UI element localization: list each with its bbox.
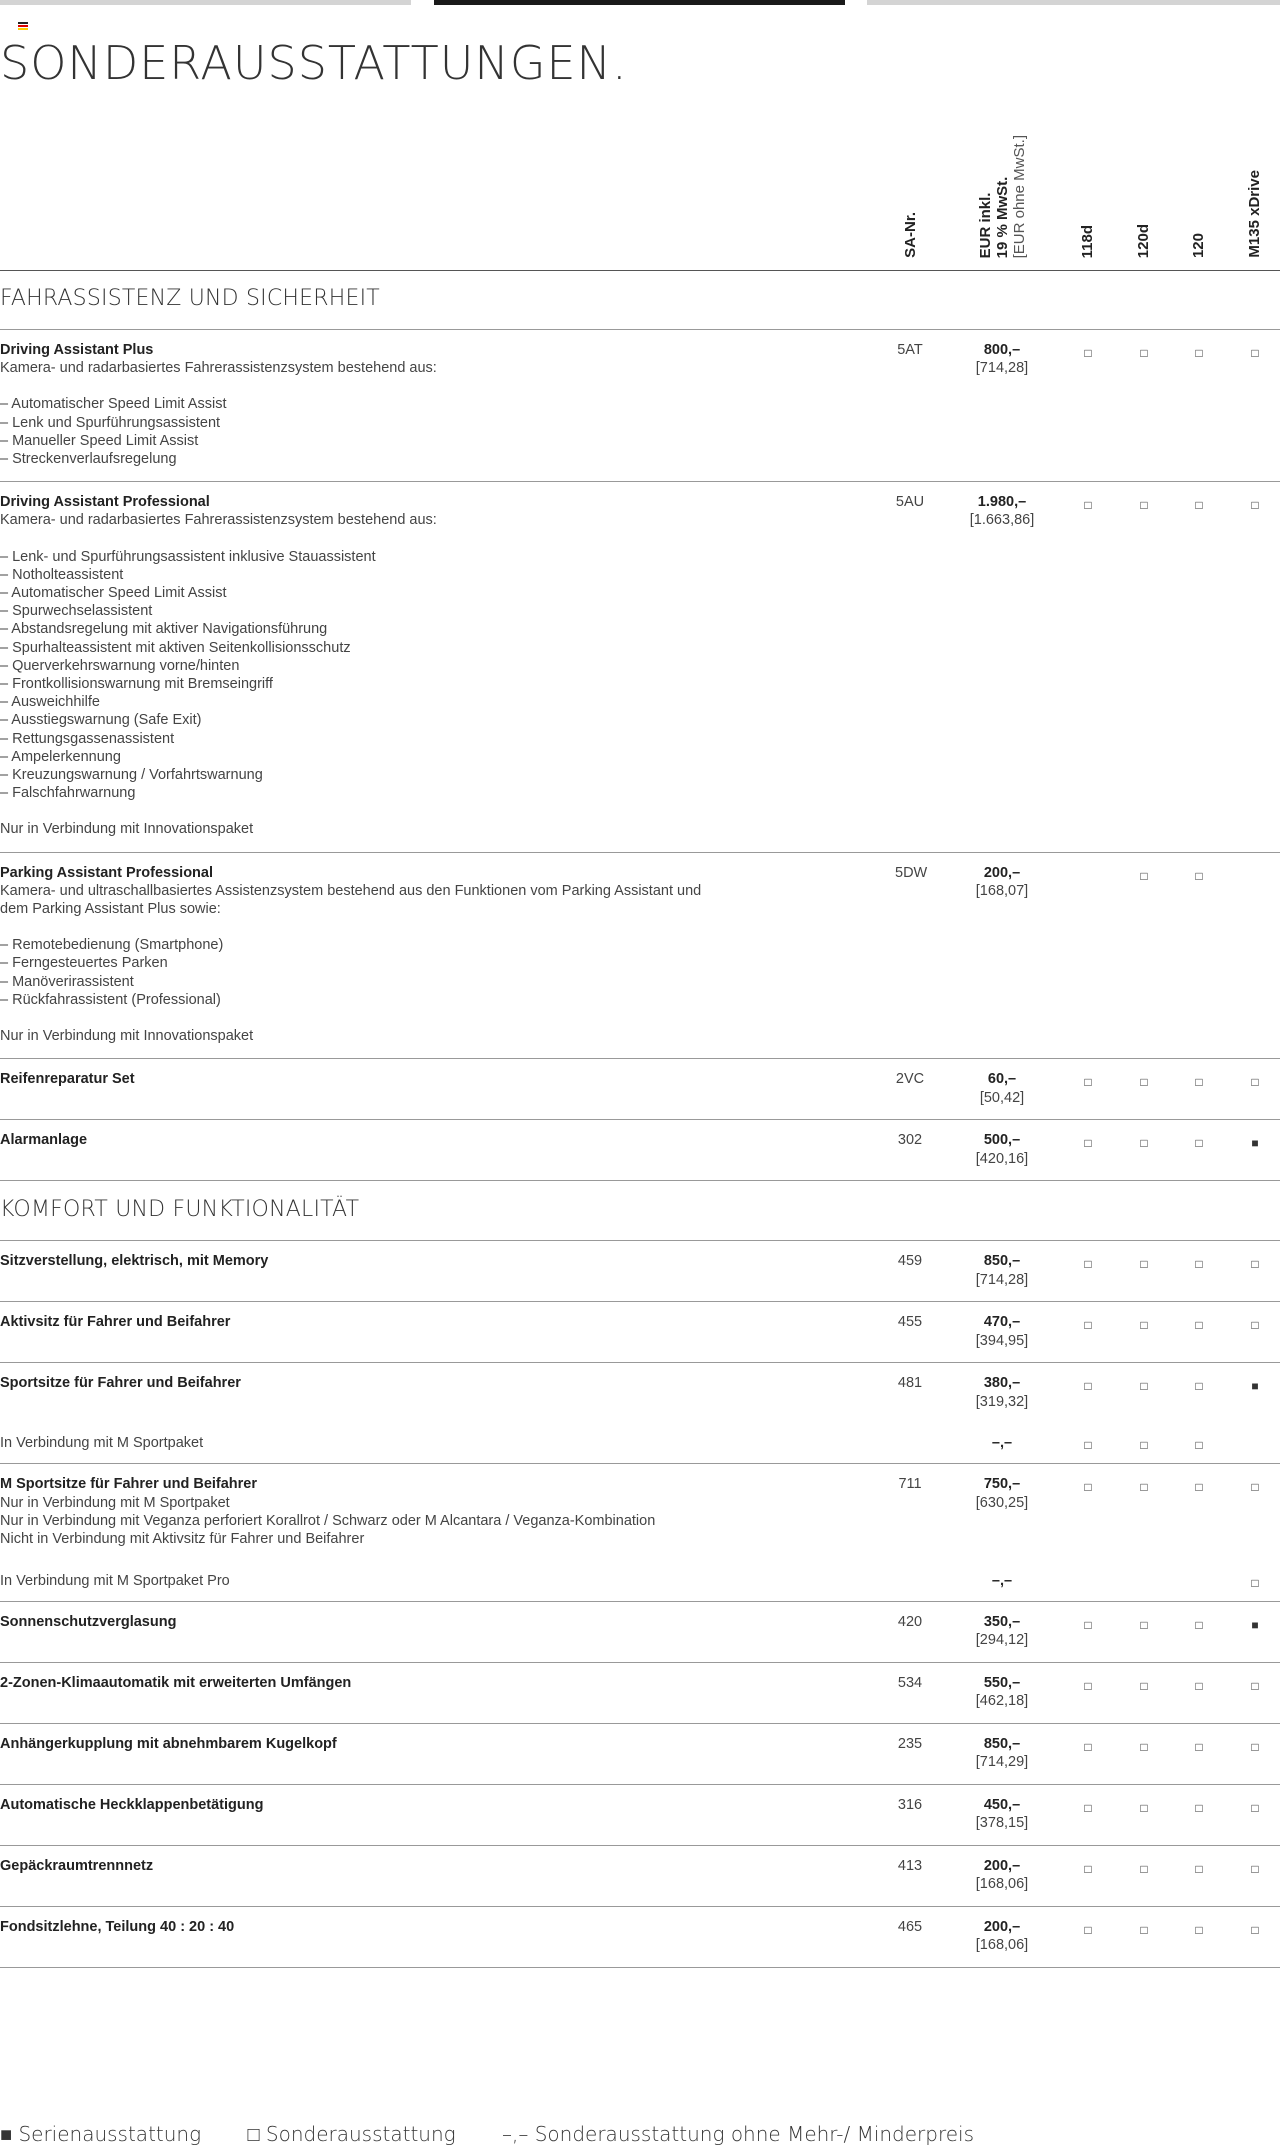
sub-row-price: –,– <box>991 1435 1013 1452</box>
legend-optional: □ Sonderausstattung <box>247 2122 456 2146</box>
table-row <box>0 1241 1280 1302</box>
availability-120d: □ <box>1140 1136 1148 1151</box>
option-title: Sportsitze für Fahrer und Beifahrer <box>0 1375 241 1392</box>
price <box>962 1252 1042 1288</box>
availability-120: □ <box>1195 1136 1203 1151</box>
availability-118d: □ <box>1084 1257 1092 1272</box>
option-feature: – Lenk und Spurführungsassistent <box>0 414 221 431</box>
sa-number: 413 <box>897 1858 923 1875</box>
availability-m135: □ <box>1251 1862 1259 1877</box>
spacer <box>0 918 1280 936</box>
sa-number: 455 <box>897 1314 923 1331</box>
price <box>962 1674 1042 1710</box>
table-row <box>0 1302 1280 1363</box>
sa-number: 534 <box>897 1675 923 1692</box>
option-title: Aktivsitz für Fahrer und Beifahrer <box>0 1314 231 1331</box>
availability-120d: □ <box>1140 1740 1148 1755</box>
price-gross: 850,– <box>983 1253 1021 1270</box>
price-net: [50,42] <box>979 1089 1025 1106</box>
option-feature: – Lenk- und Spurführungsassistent inklusive Stauassistent <box>0 548 376 565</box>
option-title: Gepäckraumtrennnetz <box>0 1858 154 1875</box>
availability-m135: □ <box>1251 1801 1259 1816</box>
option-title: Reifenreparatur Set <box>0 1071 135 1088</box>
option-title: Parking Assistant Professional <box>0 864 214 881</box>
availability-120d: □ <box>1140 1257 1148 1272</box>
price-net: [714,28] <box>975 360 1029 377</box>
option-feature: – Notholteassistent <box>0 566 124 583</box>
availability-118d: □ <box>1084 1075 1092 1090</box>
availability-118d: □ <box>1084 1480 1092 1495</box>
availability-118d: □ <box>1084 1679 1092 1694</box>
option-description: Kamera- und ultraschallbasiertes Assistenzsystem bestehend aus den Funktionen vom Parking Assistant und <box>0 882 702 899</box>
price <box>962 1918 1042 1954</box>
table-row <box>0 1120 1280 1181</box>
price-net: [462,18] <box>975 1693 1029 1710</box>
page-indicator-1 <box>0 0 411 5</box>
option-feature: – Streckenverlaufsregelung <box>0 451 177 468</box>
price-gross: 550,– <box>983 1675 1021 1692</box>
column-header-118d: 118d <box>1079 224 1096 258</box>
option-feature: – Rettungsgassenassistent <box>0 730 175 747</box>
availability-120: □ <box>1195 1379 1203 1394</box>
availability-118d: □ <box>1084 1923 1092 1938</box>
availability-118d: □ <box>1084 1379 1092 1394</box>
column-header-m135: M135 xDrive <box>1246 170 1263 258</box>
availability-120: □ <box>1195 868 1203 883</box>
option-feature: – Ausstiegswarnung (Safe Exit) <box>0 712 202 729</box>
table-row <box>0 1907 1280 1968</box>
sa-number: 235 <box>897 1736 923 1753</box>
price-net: [1.663,86] <box>969 512 1035 529</box>
availability-120d: □ <box>1140 346 1148 360</box>
price-net: [319,32] <box>975 1393 1029 1410</box>
option-description: dem Parking Assistant Plus sowie: <box>0 901 221 918</box>
price-gross: 800,– <box>983 342 1021 358</box>
option-feature: – Querverkehrswarnung vorne/hinten <box>0 657 240 674</box>
availability-m135: □ <box>1251 1679 1259 1694</box>
option-title: Automatische Heckklappenbetätigung <box>0 1797 264 1814</box>
availability-m135: ■ <box>1251 1618 1259 1633</box>
price-gross: 200,– <box>983 864 1021 881</box>
availability-120d: □ <box>1140 1318 1148 1333</box>
spacer <box>0 377 1280 395</box>
table-row <box>0 482 1280 852</box>
option-feature: – Remotebedienung (Smartphone) <box>0 937 224 954</box>
price <box>962 1613 1042 1649</box>
table-sub-row <box>0 1561 1280 1602</box>
availability-118d: □ <box>1084 1862 1092 1877</box>
availability-120: □ <box>1195 1480 1203 1495</box>
section-heading <box>0 1181 1280 1241</box>
table-row <box>0 1724 1280 1785</box>
option-title: Anhängerkupplung mit abnehmbarem Kugelkopf <box>0 1736 337 1753</box>
availability-118d: □ <box>1084 1740 1092 1755</box>
option-title: 2-Zonen-Klimaautomatik mit erweiterten Umfängen <box>0 1675 352 1692</box>
column-header-120: 120 <box>1190 232 1207 258</box>
price-gross: 750,– <box>983 1476 1021 1493</box>
spacer <box>0 802 1280 820</box>
option-title: Sonnenschutzverglasung <box>0 1614 177 1631</box>
availability-118d: □ <box>1084 346 1092 360</box>
option-note: Nur in Verbindung mit Innovationspaket <box>0 821 254 838</box>
price-net: [714,28] <box>975 1271 1029 1288</box>
price-net: [294,12] <box>975 1632 1029 1649</box>
table-row <box>0 1663 1280 1724</box>
section-title: FAHRASSISTENZ UND SICHERHEIT <box>0 286 380 311</box>
availability-m135: □ <box>1251 1480 1259 1495</box>
price <box>962 1313 1042 1349</box>
column-header-sa: SA-Nr. <box>902 212 919 258</box>
sa-number: 302 <box>897 1132 923 1149</box>
availability-120: □ <box>1195 498 1203 513</box>
sa-number: 5AU <box>895 494 925 511</box>
price <box>962 493 1042 529</box>
price-gross: 1.980,– <box>977 494 1027 511</box>
availability-120: □ <box>1195 1862 1203 1877</box>
availability-120: □ <box>1195 1679 1203 1694</box>
price-gross: 200,– <box>983 1858 1021 1875</box>
equipment-table <box>0 270 1280 1968</box>
availability-120d: □ <box>1140 1862 1148 1877</box>
table-header <box>0 115 1280 271</box>
availability-120d: □ <box>1140 498 1148 513</box>
sub-row-label: In Verbindung mit M Sportpaket Pro <box>0 1573 230 1590</box>
price-net: [420,16] <box>975 1150 1029 1167</box>
availability-118d: □ <box>1084 1438 1092 1453</box>
germany-flag-icon <box>18 22 28 29</box>
availability-m135: □ <box>1251 1740 1259 1755</box>
option-description: Kamera- und radarbasiertes Fahrerassistenzsystem bestehend aus: <box>0 512 437 529</box>
price-net: [630,25] <box>975 1494 1029 1511</box>
option-feature: – Manöverirassistent <box>0 973 134 990</box>
availability-120: □ <box>1195 1801 1203 1816</box>
table-row <box>0 853 1280 1060</box>
sa-number: 2VC <box>895 1071 925 1088</box>
availability-120: □ <box>1195 1923 1203 1938</box>
sa-number: 465 <box>897 1919 923 1936</box>
page-indicator-2-active <box>434 0 845 5</box>
availability-118d: □ <box>1084 1136 1092 1151</box>
table-row <box>0 1363 1280 1423</box>
price <box>962 1475 1042 1511</box>
availability-m135: □ <box>1251 1923 1259 1938</box>
availability-120d: □ <box>1140 1075 1148 1090</box>
option-feature: – Ampelerkennung <box>0 748 121 765</box>
option-note: Nur in Verbindung mit Innovationspaket <box>0 1028 254 1045</box>
availability-m135: □ <box>1251 1576 1259 1591</box>
sa-number: 5DW <box>895 864 928 881</box>
availability-m135: □ <box>1251 346 1259 360</box>
availability-m135: □ <box>1251 1257 1259 1272</box>
availability-120: □ <box>1195 1438 1203 1453</box>
option-feature: – Spurhalteassistent mit aktiven Seitenkollisionsschutz <box>0 639 351 656</box>
availability-120d: □ <box>1140 1679 1148 1694</box>
option-feature: – Manueller Speed Limit Assist <box>0 432 199 449</box>
option-feature: – Frontkollisionswarnung mit Bremseingriff <box>0 676 273 693</box>
price-gross: 380,– <box>983 1375 1021 1392</box>
table-sub-row <box>0 1423 1280 1464</box>
option-description: Nur in Verbindung mit M Sportpaket <box>0 1494 230 1511</box>
availability-m135: ■ <box>1251 1136 1259 1151</box>
price-net: [394,95] <box>975 1332 1029 1349</box>
price <box>962 1796 1042 1832</box>
option-title: Driving Assistant Professional <box>0 494 210 511</box>
option-feature: – Automatischer Speed Limit Assist <box>0 396 227 413</box>
section-heading <box>0 270 1280 330</box>
price-net: [714,29] <box>975 1754 1029 1771</box>
legend-standard: ■ Serienausstattung <box>0 2122 202 2146</box>
price <box>962 1735 1042 1771</box>
price-gross: 350,– <box>983 1614 1021 1631</box>
option-feature: – Ferngesteuertes Parken <box>0 955 168 972</box>
availability-120d: □ <box>1140 1618 1148 1633</box>
price-net: [378,15] <box>975 1815 1029 1832</box>
availability-120d: □ <box>1140 1923 1148 1938</box>
price <box>962 1374 1042 1410</box>
table-row <box>0 1602 1280 1663</box>
sub-row-label: In Verbindung mit M Sportpaket <box>0 1435 204 1452</box>
availability-120d: □ <box>1140 1480 1148 1495</box>
price-gross: 470,– <box>983 1314 1021 1331</box>
sa-number: 5AT <box>897 342 923 358</box>
availability-120d: □ <box>1140 1438 1148 1453</box>
option-title: Sitzverstellung, elektrisch, mit Memory <box>0 1253 269 1270</box>
price <box>962 1131 1042 1167</box>
option-feature: – Rückfahrassistent (Professional) <box>0 991 221 1008</box>
option-feature: – Kreuzungswarnung / Vorfahrtswarnung <box>0 767 263 784</box>
price-gross: 450,– <box>983 1797 1021 1814</box>
sa-number: 459 <box>897 1253 923 1270</box>
price <box>962 1070 1042 1106</box>
option-feature: – Spurwechselassistent <box>0 603 153 620</box>
option-feature: – Abstandsregelung mit aktiver Navigationsführung <box>0 621 328 638</box>
option-feature: – Automatischer Speed Limit Assist <box>0 585 227 602</box>
column-header-eur: EUR inkl. 19 % MwSt. [EUR ohne MwSt.] <box>977 134 1028 258</box>
option-feature: – Falschfahrwarnung <box>0 785 136 802</box>
availability-120d: □ <box>1140 1379 1148 1394</box>
page-title: SONDERAUSSTATTUNGEN. <box>0 36 628 90</box>
table-row <box>0 1464 1280 1561</box>
option-feature: – Ausweichhilfe <box>0 694 100 711</box>
page-indicator-3 <box>867 0 1280 5</box>
price <box>962 864 1042 900</box>
option-title: Fondsitzlehne, Teilung 40 : 20 : 40 <box>0 1919 235 1936</box>
column-header-120d: 120d <box>1135 223 1152 258</box>
availability-118d: □ <box>1084 1801 1092 1816</box>
price-gross: 500,– <box>983 1132 1021 1149</box>
availability-m135: □ <box>1251 1318 1259 1333</box>
legend <box>0 2122 1014 2147</box>
sa-number: 316 <box>897 1797 923 1814</box>
availability-120: □ <box>1195 1318 1203 1333</box>
price-net: [168,07] <box>975 882 1029 899</box>
option-title: Alarmanlage <box>0 1132 88 1149</box>
availability-120: □ <box>1195 1075 1203 1090</box>
price-net: [168,06] <box>975 1876 1029 1893</box>
availability-118d: □ <box>1084 1318 1092 1333</box>
option-title: Driving Assistant Plus <box>0 342 154 358</box>
table-row <box>0 1785 1280 1846</box>
price-net: [168,06] <box>975 1937 1029 1954</box>
section-title: KOMFORT UND FUNKTIONALITÄT <box>0 1197 360 1223</box>
option-description: Nur in Verbindung mit Veganza perforiert Korallrot / Schwarz oder M Alcantara / Veganza-Kombination <box>0 1512 656 1529</box>
option-description: Kamera- und radarbasiertes Fahrerassistenzsystem bestehend aus: <box>0 360 437 377</box>
availability-120: □ <box>1195 346 1203 360</box>
availability-m135: □ <box>1251 498 1259 513</box>
sa-number: 420 <box>897 1614 923 1631</box>
availability-m135: ■ <box>1251 1379 1259 1394</box>
availability-120: □ <box>1195 1257 1203 1272</box>
spacer <box>0 1009 1280 1027</box>
price <box>962 1857 1042 1893</box>
availability-118d: □ <box>1084 1618 1092 1633</box>
option-title: M Sportsitze für Fahrer und Beifahrer <box>0 1476 258 1493</box>
availability-120d: □ <box>1140 868 1148 883</box>
price <box>962 341 1042 377</box>
spacer <box>0 530 1280 548</box>
availability-120: □ <box>1195 1740 1203 1755</box>
table-row <box>0 1846 1280 1907</box>
price-gross: 60,– <box>987 1071 1017 1088</box>
legend-no-price: –,– Sonderausstattung ohne Mehr-/ Minderpreis <box>502 2122 975 2146</box>
table-row <box>0 330 1280 482</box>
availability-120: □ <box>1195 1618 1203 1633</box>
price-gross: 200,– <box>983 1919 1021 1936</box>
sub-row-price: –,– <box>991 1573 1013 1590</box>
availability-120d: □ <box>1140 1801 1148 1816</box>
availability-118d: □ <box>1084 498 1092 513</box>
sa-number: 711 <box>898 1476 922 1493</box>
availability-m135: □ <box>1251 1075 1259 1090</box>
price-gross: 850,– <box>983 1736 1021 1753</box>
option-description: Nicht in Verbindung mit Aktivsitz für Fahrer und Beifahrer <box>0 1530 365 1547</box>
table-row <box>0 1059 1280 1120</box>
sa-number: 481 <box>897 1375 923 1392</box>
